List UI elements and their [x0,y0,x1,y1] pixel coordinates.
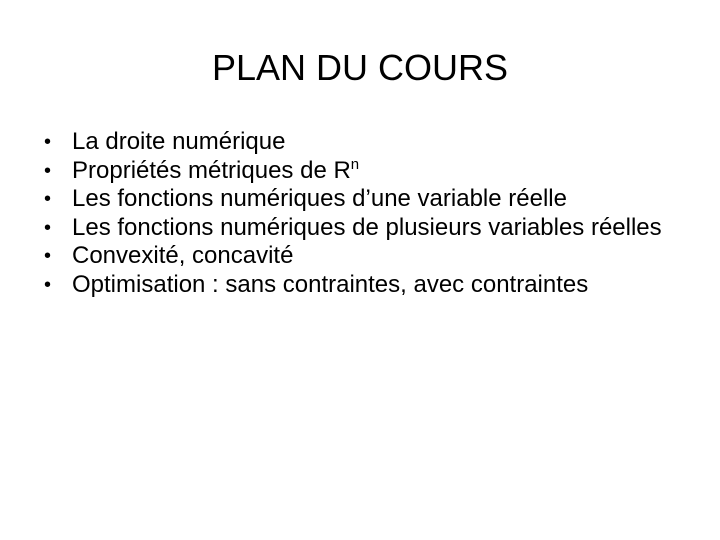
slide-title: PLAN DU COURS [211,47,509,88]
bullet-icon: • [44,245,52,267]
superscript-n: n [350,155,360,173]
bullet-icon: • [44,188,52,210]
bullet-item-convexite [0,242,720,271]
bullet-text: Convexité, concavité [72,242,294,269]
bullet-icon: • [44,131,52,153]
bullet-text: Les fonctions numériques de plusieurs variables réelles [72,213,662,241]
bullet-item-droite-numerique [0,128,720,157]
bullet-item-fonctions-plusieurs-variables [0,214,720,243]
bullet-text: Les fonctions numériques d’une variable réelle [72,185,567,212]
bullet-text: La droite numérique [72,128,286,155]
bullet-icon: • [44,273,52,296]
bullet-item-proprietes-metriques [0,157,720,186]
bullet-text: Optimisation : sans contraintes, avec contraintes [72,270,589,298]
bullet-list [0,128,720,299]
bullet-icon: • [44,159,52,182]
bullet-icon: • [44,216,52,239]
bullet-item-optimisation [0,271,720,300]
bullet-text: Propriétés métriques de R [72,156,351,184]
bullet-item-fonctions-une-variable [0,185,720,214]
